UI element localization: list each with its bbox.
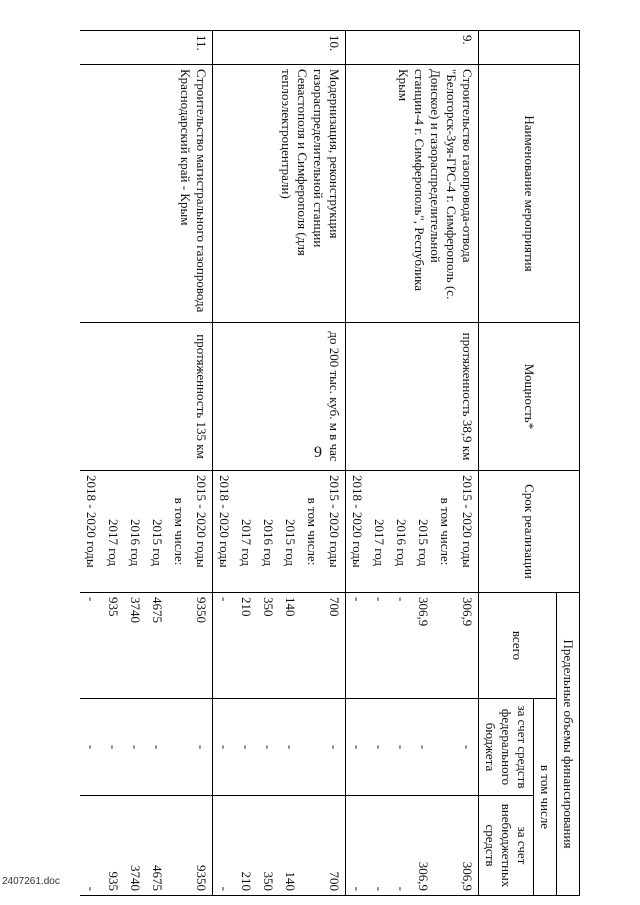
row-number: 11. xyxy=(80,31,213,65)
federal-cell xyxy=(168,699,190,796)
federal-cell xyxy=(301,699,323,796)
extra-cell: 350 xyxy=(257,796,279,896)
extra-cell: 306,9 xyxy=(412,796,434,896)
extra-cell xyxy=(168,796,190,896)
period-cell: в том числе: xyxy=(301,471,323,593)
extra-cell: 306,9 xyxy=(456,796,479,896)
total-cell: 306,9 xyxy=(456,593,479,699)
period-cell: 2018 - 2020 годы xyxy=(80,471,102,593)
period-cell: 2016 год xyxy=(390,471,412,593)
total-cell: 140 xyxy=(279,593,301,699)
total-cell: 350 xyxy=(257,593,279,699)
capacity-header: Мощность* xyxy=(479,323,580,471)
name-header: Наименование мероприятия xyxy=(479,65,580,323)
period-cell: 2016 год xyxy=(124,471,146,593)
federal-cell: - xyxy=(323,699,346,796)
table-row xyxy=(456,31,479,896)
row-capacity: протяженность 135 км xyxy=(80,323,213,471)
federal-cell: - xyxy=(346,699,369,796)
rotated-table-container xyxy=(20,30,580,895)
period-cell: 2015 - 2020 годы xyxy=(323,471,346,593)
federal-cell: - xyxy=(235,699,257,796)
extra-cell: - xyxy=(213,796,236,896)
row-number: 9. xyxy=(346,31,479,65)
period-cell: 2015 год xyxy=(146,471,168,593)
total-cell: 3740 xyxy=(124,593,146,699)
extra-cell: 3740 xyxy=(124,796,146,896)
extra-cell: - xyxy=(346,796,369,896)
total-cell: 4675 xyxy=(146,593,168,699)
period-cell: 2015 - 2020 годы xyxy=(190,471,213,593)
extra-cell: - xyxy=(368,796,390,896)
federal-header: за счет средств федерального бюджета xyxy=(479,699,534,796)
row-capacity: до 200 тыс. куб. м в час xyxy=(213,323,346,471)
period-cell: 2015 год xyxy=(279,471,301,593)
period-header: Срок реализации xyxy=(479,471,580,593)
financing-header: Предельные объемы финансирования xyxy=(557,593,580,896)
period-cell: 2018 - 2020 годы xyxy=(346,471,369,593)
federal-cell: - xyxy=(368,699,390,796)
total-cell xyxy=(301,593,323,699)
total-cell: - xyxy=(368,593,390,699)
extra-cell: 140 xyxy=(279,796,301,896)
footer-filename: 2407261.doc xyxy=(2,876,60,887)
including-header: в том числе xyxy=(534,699,557,896)
row-capacity: протяженность 38,9 км xyxy=(346,323,479,471)
federal-cell: - xyxy=(190,699,213,796)
table-body xyxy=(80,31,479,896)
row-number: 10. xyxy=(213,31,346,65)
federal-cell: - xyxy=(456,699,479,796)
federal-cell: - xyxy=(257,699,279,796)
total-cell: - xyxy=(346,593,369,699)
total-cell: 935 xyxy=(102,593,124,699)
page-number: 9 xyxy=(314,444,322,461)
extra-cell xyxy=(434,796,456,896)
total-cell: - xyxy=(390,593,412,699)
period-cell: 2017 год xyxy=(235,471,257,593)
period-cell: в том числе: xyxy=(168,471,190,593)
row-name: Строительство магистрального газопровода Краснодарский край - Крым xyxy=(80,65,213,323)
extra-cell: 700 xyxy=(323,796,346,896)
financing-table xyxy=(80,30,580,896)
total-cell: 210 xyxy=(235,593,257,699)
period-cell: 2017 год xyxy=(102,471,124,593)
extra-cell: 9350 xyxy=(190,796,213,896)
federal-cell: - xyxy=(213,699,236,796)
total-cell: - xyxy=(80,593,102,699)
total-cell: - xyxy=(213,593,236,699)
table-row xyxy=(190,31,213,896)
federal-cell xyxy=(434,699,456,796)
federal-cell: - xyxy=(80,699,102,796)
federal-cell: - xyxy=(102,699,124,796)
period-cell: в том числе: xyxy=(434,471,456,593)
extra-cell: 935 xyxy=(102,796,124,896)
total-cell: 9350 xyxy=(190,593,213,699)
extra-cell: - xyxy=(390,796,412,896)
federal-cell: - xyxy=(412,699,434,796)
period-cell: 2015 год xyxy=(412,471,434,593)
extra-header: за счет внебюджетных средств xyxy=(479,796,534,896)
total-header: всего xyxy=(479,593,557,699)
period-cell: 2015 - 2020 годы xyxy=(456,471,479,593)
period-cell: 2017 год xyxy=(368,471,390,593)
table-row xyxy=(323,31,346,896)
extra-cell: - xyxy=(80,796,102,896)
row-name: Строительство газопровода-отвода "Белогорск-Зуя-ГРС-4 г. Симферополь (с. Донское) и газораспределительной станции-4 г. Симферополь", Республика Крым xyxy=(346,65,479,323)
federal-cell: - xyxy=(124,699,146,796)
row-name: Модернизация, реконструкция газораспределительной станции Севастополя и Симферополя (для теплоэлектроцентрали) xyxy=(213,65,346,323)
total-cell: 306,9 xyxy=(412,593,434,699)
num-header xyxy=(479,31,580,65)
total-cell: 700 xyxy=(323,593,346,699)
extra-cell: 4675 xyxy=(146,796,168,896)
extra-cell: 210 xyxy=(235,796,257,896)
federal-cell: - xyxy=(390,699,412,796)
period-cell: 2016 год xyxy=(257,471,279,593)
total-cell xyxy=(434,593,456,699)
federal-cell: - xyxy=(279,699,301,796)
total-cell xyxy=(168,593,190,699)
period-cell: 2018 - 2020 годы xyxy=(213,471,236,593)
federal-cell: - xyxy=(146,699,168,796)
extra-cell xyxy=(301,796,323,896)
